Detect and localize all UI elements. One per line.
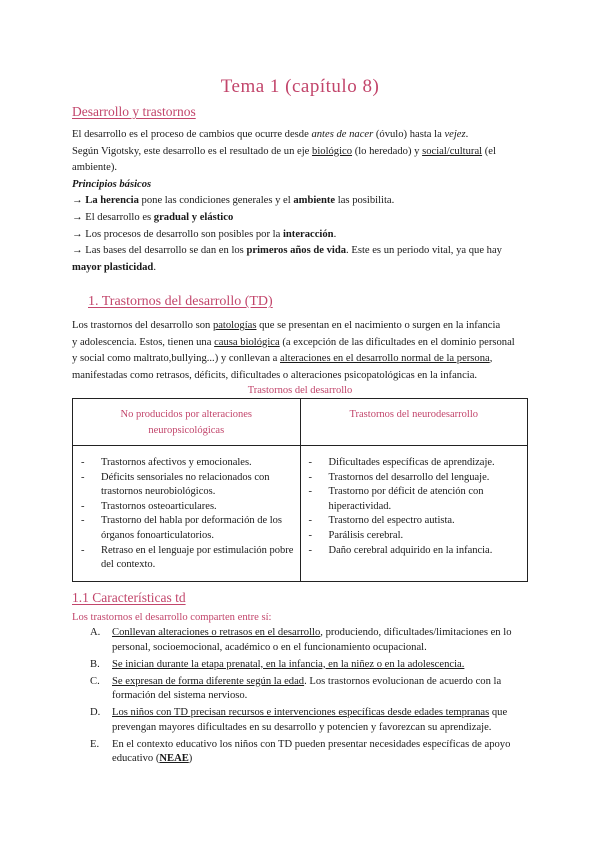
paragraph-line: y adolescencia. Estos, tienen una causa biológica (a excepción de las dificultades en el dominio personal: [72, 336, 515, 348]
principle-item: mayor plasticidad.: [72, 261, 156, 273]
table-list-item: - Dificultades específicas de aprendizaje.: [308, 457, 495, 468]
paragraph-line: y social como maltrato,bullying...) y conllevan a alteraciones en el desarrollo normal de la persona,: [72, 353, 493, 365]
list-item: E. En el contexto educativo los niños con TD pueden presentar necesidades específicas de apoyo educativo (NEAE): [90, 738, 511, 765]
paragraph-line: manifestadas como retrasos, déficits, dificultades o alteraciones psicopatológicas en la infancia.: [72, 369, 478, 381]
table-list-item: - Trastorno por déficit de atención con hiperactividad.: [308, 486, 484, 512]
document-title: Tema 1 (capítulo 8): [220, 76, 380, 97]
list-item: A. Conllevan alteraciones o retrasos en el desarrollo, produciendo, dificultades/limitaciones en lo personal, socioemocional, académico o en el funcionamiento ocupacional.: [90, 627, 512, 653]
paragraph-line: Los trastornos del desarrollo son patologías que se presentan en el nacimiento o surgen en la infancia: [72, 320, 501, 331]
table-caption: Trastornos del desarrollo: [247, 385, 353, 396]
heading-caracteristicas: 1.1 Características td: [72, 590, 186, 605]
principios-label: Principios básicos: [72, 178, 152, 190]
section-desarrollo-body: [72, 127, 530, 276]
table-header-neurodesarrollo: Trastornos del neurodesarrollo: [300, 399, 528, 446]
table-list-item: - Déficits sensoriales no relacionados con trastornos neurobiológicos.: [81, 471, 270, 498]
paragraph-line: Según Vigotsky, este desarrollo es el resultado de un eje biológico (lo heredado) y social/cultural (el: [72, 145, 496, 157]
table-list-item: - Daño cerebral adquirido en la infancia.: [308, 544, 493, 556]
table-cell-no-neuro: [73, 446, 301, 582]
caracteristicas-intro: Los trastornos el desarrollo comparten entre sí:: [72, 612, 272, 623]
table-list-item: - Trastorno del espectro autista.: [308, 515, 455, 527]
section-trastornos-body: [72, 318, 530, 384]
table-list-item: - Parálisis cerebral.: [308, 529, 404, 541]
list-item: B. Se inician durante la etapa prenatal, en la infancia, en la niñez o en la adolescencia.: [90, 658, 465, 670]
heading-desarrollo-trastornos: Desarrollo y trastornos: [72, 104, 196, 119]
paragraph-line: ambiente).: [72, 162, 118, 174]
table-list-item: - Trastornos osteoarticulares.: [81, 500, 217, 512]
caracteristicas-list: [90, 626, 530, 769]
principle-item: → Los procesos de desarrollo son posibles por la interacción.: [72, 228, 337, 240]
principle-item: → La herencia pone las condiciones generales y el ambiente las posibilita.: [72, 195, 395, 207]
paragraph-line: El desarrollo es el proceso de cambios que ocurre desde antes de nacer (óvulo) hasta la vejez.: [72, 129, 469, 140]
table-cell-neurodesarrollo: [300, 446, 528, 582]
table-list-item: - Trastornos afectivos y emocionales.: [81, 457, 252, 468]
table-list-item: - Retraso en el lenguaje por estimulación pobre del contexto.: [81, 544, 294, 571]
table-header-no-neuro: No producidos por alteraciones neuropsicológicas: [73, 399, 301, 446]
principle-item: → El desarrollo es gradual y elástico: [72, 211, 234, 223]
list-item: C. Se expresan de forma diferente según la edad. Los trastornos evolucionan de acuerdo con la formación del sistema nervioso.: [90, 675, 502, 702]
heading-trastornos-desarrollo: 1. Trastornos del desarrollo (TD): [88, 294, 273, 309]
table-list-item: - Trastorno del habla por deformación de los órganos fonoarticulatorios.: [81, 515, 282, 541]
list-item: D. Los niños con TD precisan recursos e intervenciones específicas desde edades tempranas que prevengan mayores dificultades en su desarrollo y potencien y favorezcan su aprendizaje.: [90, 707, 508, 733]
trastornos-table: [72, 398, 528, 582]
table-list-item: - Trastornos del desarrollo del lenguaje.: [308, 471, 490, 483]
principle-item: → Las bases del desarrollo se dan en los primeros años de vida. Este es un periodo vital, ya que hay: [72, 245, 502, 257]
